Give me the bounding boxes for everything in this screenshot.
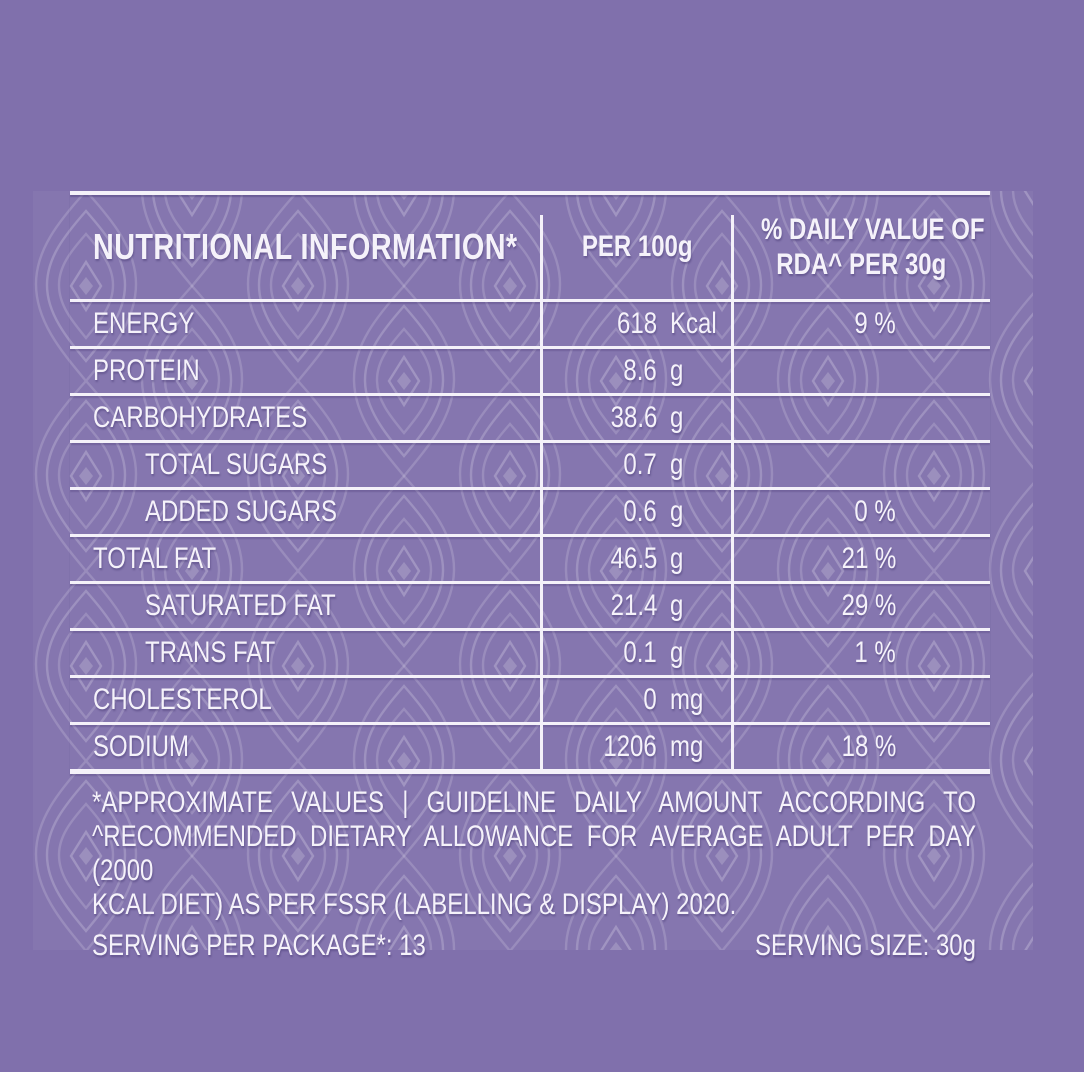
row-label-cell <box>70 354 542 388</box>
row-value-cell <box>542 636 733 670</box>
row-value-number: 1206 <box>603 730 657 763</box>
row-value-unit: mg <box>670 730 704 763</box>
footnote-line-1: *APPROXIMATE VALUES | GUIDELINE DAILY AMOUNT ACCORDING TO <box>92 786 976 819</box>
row-daily-value: 18 % <box>841 730 896 763</box>
header-cell-nutritional-information <box>70 226 542 268</box>
serving-size: SERVING SIZE: 30g <box>755 929 976 962</box>
row-label-cell <box>70 448 542 482</box>
table-row <box>70 584 990 631</box>
row-label-cell <box>70 636 542 670</box>
table-row <box>70 443 990 490</box>
header-nutritional-information: NUTRITIONAL INFORMATION* <box>93 226 518 267</box>
row-value-number: 8.6 <box>623 354 657 387</box>
row-daily-value-cell <box>733 730 990 764</box>
table-row <box>70 396 990 443</box>
row-label-cell <box>70 683 542 717</box>
row-label: TOTAL SUGARS <box>145 448 328 481</box>
header-daily-value-line1: % DAILY VALUE OF <box>760 213 985 246</box>
header-cell-daily-value <box>733 212 990 282</box>
row-value-number: 46.5 <box>610 542 657 575</box>
row-value-cell <box>542 307 733 341</box>
row-value-unit: g <box>670 401 684 434</box>
footnote-line-2: ^RECOMMENDED DIETARY ALLOWANCE FOR AVERAGE ADULT PER DAY (2000 <box>92 820 976 887</box>
row-value-cell <box>542 448 733 482</box>
row-value-unit: g <box>670 495 684 528</box>
row-value-cell <box>542 730 733 764</box>
row-value-unit: g <box>670 589 684 622</box>
row-label-cell <box>70 730 542 764</box>
row-value-cell <box>542 542 733 576</box>
label-top-rule <box>70 191 990 195</box>
row-value-number: 0 <box>643 683 657 716</box>
row-label: ENERGY <box>93 307 195 340</box>
row-label: TOTAL FAT <box>93 542 217 575</box>
row-value-cell <box>542 354 733 388</box>
row-daily-value-cell <box>733 354 990 388</box>
row-value-unit: mg <box>670 683 704 716</box>
row-value-number: 21.4 <box>610 589 657 622</box>
row-label: CARBOHYDRATES <box>93 401 308 434</box>
header-per-100g: PER 100g <box>582 230 693 263</box>
row-label-cell <box>70 589 542 623</box>
row-value-number: 0.6 <box>623 495 657 528</box>
row-daily-value: 0 % <box>854 495 896 528</box>
table-row <box>70 490 990 537</box>
table-header-row <box>70 195 990 302</box>
row-value-unit: g <box>670 636 684 669</box>
column-divider-1 <box>540 215 543 769</box>
row-label-cell <box>70 495 542 529</box>
row-value-unit: g <box>670 542 684 575</box>
row-label: PROTEIN <box>93 354 200 387</box>
row-value-cell <box>542 589 733 623</box>
row-label: TRANS FAT <box>145 636 276 669</box>
row-daily-value-cell <box>733 542 990 576</box>
table-row <box>70 725 990 774</box>
row-daily-value-cell <box>733 589 990 623</box>
table-row <box>70 678 990 725</box>
row-daily-value-cell <box>733 495 990 529</box>
row-value-cell <box>542 683 733 717</box>
row-label: SODIUM <box>93 730 189 763</box>
row-label-cell <box>70 307 542 341</box>
row-value-number: 618 <box>616 307 657 340</box>
table-row <box>70 537 990 584</box>
row-label: SATURATED FAT <box>145 589 336 622</box>
footnote-line-3: KCAL DIET) AS PER FSSR (LABELLING & DISPLAY) 2020. <box>92 888 737 921</box>
row-daily-value: 9 % <box>854 307 896 340</box>
row-label-cell <box>70 542 542 576</box>
row-daily-value-cell <box>733 448 990 482</box>
row-daily-value: 1 % <box>854 636 896 669</box>
row-daily-value-cell <box>733 307 990 341</box>
row-daily-value-cell <box>733 636 990 670</box>
header-cell-per-100g <box>542 230 733 264</box>
serving-info-row <box>92 929 976 963</box>
table-row <box>70 349 990 396</box>
row-value-unit: Kcal <box>670 307 717 340</box>
row-value-cell <box>542 495 733 529</box>
footnote-block <box>92 786 976 963</box>
row-daily-value-cell <box>733 683 990 717</box>
serving-per-package: SERVING PER PACKAGE*: 13 <box>92 929 426 962</box>
nutrition-table <box>70 195 990 774</box>
row-label: CHOLESTEROL <box>93 683 272 716</box>
row-daily-value-cell <box>733 401 990 435</box>
row-value-unit: g <box>670 448 684 481</box>
row-label: ADDED SUGARS <box>145 495 338 528</box>
row-daily-value: 21 % <box>841 542 896 575</box>
row-label-cell <box>70 401 542 435</box>
table-row <box>70 631 990 678</box>
row-value-cell <box>542 401 733 435</box>
header-daily-value-line2: RDA^ PER 30g <box>776 248 947 281</box>
row-daily-value: 29 % <box>841 589 896 622</box>
row-value-number: 0.1 <box>623 636 657 669</box>
row-value-number: 0.7 <box>623 448 657 481</box>
table-row <box>70 302 990 349</box>
row-value-unit: g <box>670 354 684 387</box>
column-divider-2 <box>731 215 734 769</box>
row-value-number: 38.6 <box>610 401 657 434</box>
table-body <box>70 302 990 774</box>
